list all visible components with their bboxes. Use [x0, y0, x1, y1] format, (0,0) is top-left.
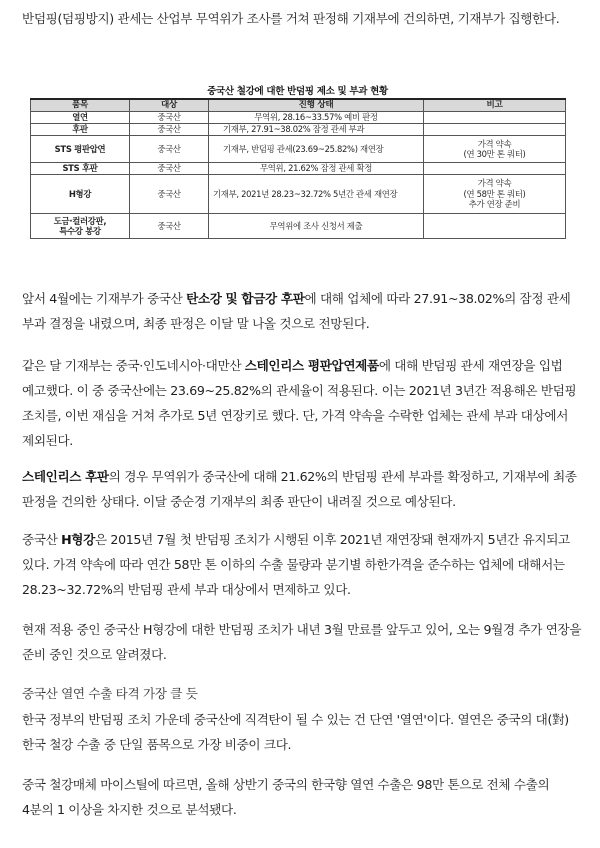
paragraph-sts-plate — [22, 464, 584, 514]
header-target: 대상 — [130, 99, 209, 112]
cell-item: 후판 — [31, 124, 130, 136]
header-item: 품목 — [31, 99, 130, 112]
bold-run: H형강 — [61, 532, 95, 547]
cell-note — [424, 163, 566, 175]
text-run: 같은 달 기재부는 중국·인도네시아·대만산 — [22, 358, 245, 373]
paragraph-mysteel: 중국 철강매체 마이스틸에 따르면, 올해 상반기 중국의 한국향 열연 수출은 98만 톤으로 전체 수출의 4분의 1 이상을 차지한 것으로 분석됐다. — [22, 777, 550, 817]
paragraph-h-beam — [22, 527, 584, 602]
table-row — [31, 124, 566, 136]
cell-item: STS 평판압연 — [31, 136, 130, 163]
table-row — [31, 136, 566, 163]
cell-status: 무역위에 조사 신청서 제출 — [209, 214, 424, 239]
cell-status: 기재부, 27.91~38.02% 잠정 관세 부과 — [209, 124, 424, 136]
text-run: 에 대해 업체에 따라 27.91~38.02%의 잠정 관세 부과 결정을 내렸으며, 최종 판정은 이달 말 나올 것으로 전망된다. — [22, 291, 571, 331]
antidumping-table — [30, 98, 566, 239]
cell-item: H형강 — [31, 175, 130, 214]
note-line: (연 58만 톤 쿼터) — [463, 188, 526, 199]
header-note: 비고 — [424, 99, 566, 112]
table-row — [31, 214, 566, 239]
cell-target: 중국산 — [130, 124, 209, 136]
bold-run: 탄소강 및 합금강 후판 — [186, 291, 305, 306]
cell-note — [424, 124, 566, 136]
steel-table-figure — [30, 86, 565, 254]
paragraph-sts-plate-rolled — [22, 353, 584, 453]
cell-status: 무역위, 28.16~33.57% 예비 판정 — [209, 112, 424, 124]
cell-target: 중국산 — [130, 214, 209, 239]
section-subheading: 중국산 열연 수출 타격 가장 클 듯 — [22, 686, 198, 701]
item-line: 특수강 봉강 — [59, 226, 101, 236]
cell-status: 기재부, 2021년 28.23~32.72% 5년간 관세 재연장 — [209, 175, 424, 214]
table-row — [31, 163, 566, 175]
table-row — [31, 175, 566, 214]
text-run: 에 대해 반덤핑 관세 재연장을 입법 예고했다. 이 중 중국산에는 23.69~25.82%의 관세율이 적용된다. 이는 2021년 3년간 적용해온 반덤핑 조치를, 이번 재심을 거쳐 추가로 5년 연장키로 했다. 단, 가격 약속을 수락한 업체는 관세 부과 대상에서 제외된다. — [22, 358, 577, 448]
table-header-row — [31, 99, 566, 112]
cell-status: 기재부, 반덤핑 관세(23.69~25.82%) 재연장 — [209, 136, 424, 163]
cell-target: 중국산 — [130, 136, 209, 163]
table-row — [31, 112, 566, 124]
table-title: 중국산 철강에 대한 반덤핑 제소 및 부과 현황 — [207, 86, 388, 97]
cell-item: 열연 — [31, 112, 130, 124]
note-line: 가격 약속 — [477, 138, 512, 149]
note-line: 가격 약속 — [477, 178, 512, 189]
note-line: 추가 연장 준비 — [468, 199, 521, 210]
bold-run: 스테인리스 후판 — [22, 469, 109, 484]
cell-note — [424, 175, 566, 214]
item-line: 도금·컬러강판, — [53, 215, 107, 226]
cell-target: 중국산 — [130, 175, 209, 214]
cell-status: 무역위, 21.62% 잠정 관세 확정 — [209, 163, 424, 175]
paragraph-hot-rolled: 한국 정부의 반덤핑 조치 가운데 중국산에 직격탄이 될 수 있는 건 단연 '열연'이다. 열연은 중국의 대(對)한국 철강 수출 중 단일 품목으로 가장 비중이 크다. — [22, 712, 569, 752]
cell-target: 중국산 — [130, 163, 209, 175]
cell-note — [424, 112, 566, 124]
cell-note — [424, 214, 566, 239]
text-run: 중국산 — [22, 532, 62, 547]
intro-paragraph: 반덤핑(덤핑방지) 관세는 산업부 무역위가 조사를 거쳐 판정해 기재부에 건의하면, 기재부가 집행한다. — [22, 11, 560, 26]
text-run: 앞서 4월에는 기재부가 중국산 — [22, 291, 187, 306]
bold-run: 스테인리스 평판압연제품 — [244, 358, 379, 373]
cell-target: 중국산 — [130, 112, 209, 124]
paragraph-plate-tariff — [22, 286, 584, 336]
cell-item — [31, 214, 130, 239]
note-line: (연 30만 톤 쿼터) — [463, 149, 526, 159]
paragraph-h-beam-extension: 현재 적용 중인 중국산 H형강에 대한 반덤핑 조치가 내년 3월 만료를 앞두고 있어, 오는 9월경 추가 연장을 준비 중인 것으로 알려졌다. — [22, 622, 582, 662]
text-run: 은 2015년 7월 첫 반덤핑 조치가 시행된 이후 2021년 재연장돼 현재까지 5년간 유지되고 있다. 가격 약속에 따라 연간 58만 톤 이하의 수출 물량과 분기별 하한가격을 준수하는 업체에 대해서는 28.23~32.72%의 반덤핑 관세 부과 대상에서 면제하고 있다. — [22, 532, 570, 597]
header-status: 진행 상태 — [209, 99, 424, 112]
cell-item: STS 후판 — [31, 163, 130, 175]
text-run: 의 경우 무역위가 중국산에 대해 21.62%의 반덤핑 관세 부과를 확정하고, 기재부에 최종 판정을 건의한 상태다. 이달 중순경 기재부의 최종 판단이 내려질 것으로 예상된다. — [22, 469, 577, 509]
cell-note — [424, 136, 566, 163]
